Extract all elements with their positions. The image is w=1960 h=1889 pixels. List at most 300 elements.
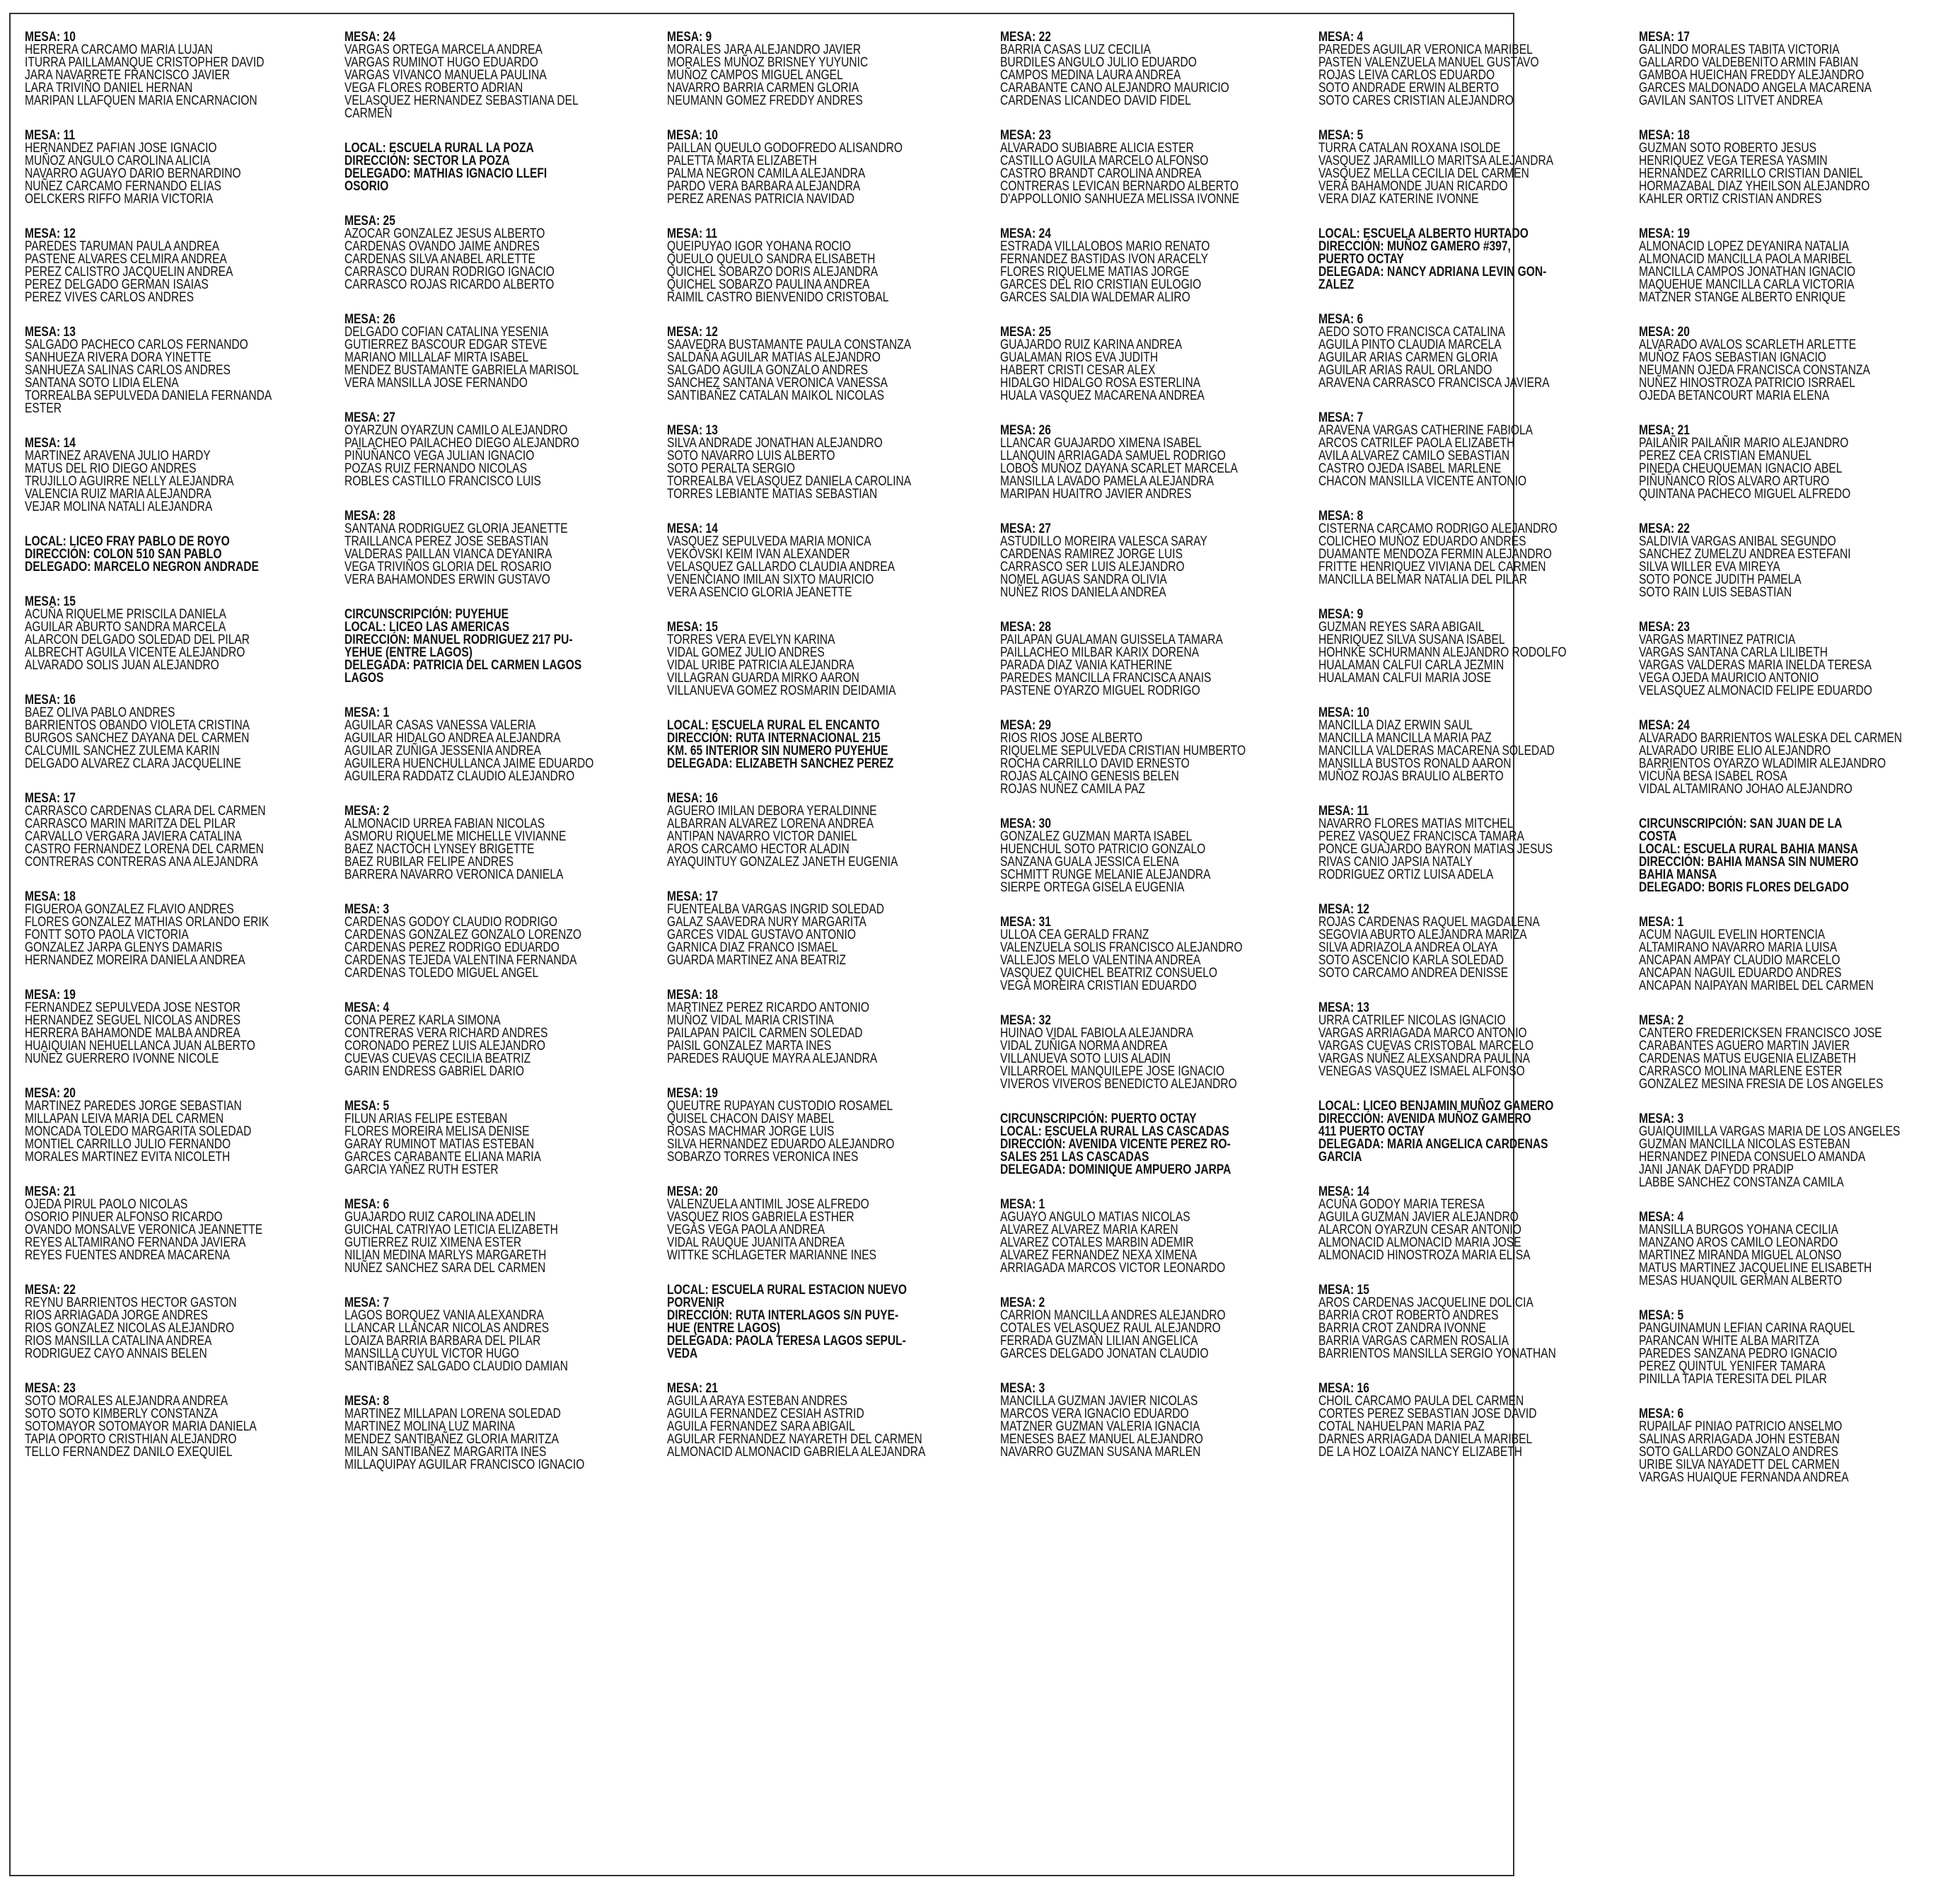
location-detail: DELEGADO: MARCELO NEGRON ANDRADE xyxy=(25,560,259,574)
voter-name: HUALA VASQUEZ MACARENA ANDREA xyxy=(1000,388,1205,403)
location-block xyxy=(1000,1113,1299,1177)
mesa-block xyxy=(667,1382,982,1459)
voter-name: MARTINEZ PEREZ RICARDO ANTONIO xyxy=(666,1000,869,1015)
location-heading: CIRCUNSCRIPCIÓN: SAN JUAN DE LA xyxy=(1639,816,1843,831)
mesa-block xyxy=(1000,31,1299,108)
voter-name: AROS CARDENAS JACQUELINE DOLICIA xyxy=(1318,1295,1533,1310)
mesa-heading: MESA: 6 xyxy=(1318,312,1363,327)
voter-name: CARMEN xyxy=(344,106,393,121)
mesa-block xyxy=(344,412,649,488)
mesa-block xyxy=(1318,903,1621,980)
voter-name: ARAVENA CARRASCO FRANCISCA JAVIERA xyxy=(1318,376,1550,391)
voter-name: ROJAS ALCAINO GENESIS BELEN xyxy=(1000,769,1180,784)
mesa-heading: MESA: 15 xyxy=(25,594,76,609)
mesa-heading: MESA: 22 xyxy=(1000,30,1052,45)
voter-name: TORRES VERA EVELYN KARINA xyxy=(666,632,835,647)
voter-name: CHOIL CARCAMO PAULA DEL CARMEN xyxy=(1318,1394,1524,1409)
voter-name: PAISIL GONZALEZ MARTA INES xyxy=(666,1039,831,1053)
mesa-block xyxy=(667,129,982,206)
location-detail: DELEGADA: NANCY ADRIANA LEVIN GON- xyxy=(1318,265,1546,279)
voter-name: ALVAREZ ALVAREZ MARIA KAREN xyxy=(1000,1223,1178,1237)
mesa-heading: MESA: 1 xyxy=(1639,915,1684,930)
voter-name: SOTO MORALES ALEJANDRA ANDREA xyxy=(25,1394,228,1409)
mesa-heading: MESA: 22 xyxy=(1639,521,1690,536)
voter-name: QUISEL CHACON DAISY MABEL xyxy=(666,1111,834,1126)
mesa-block xyxy=(25,228,326,304)
mesa-block xyxy=(1000,1198,1299,1275)
voter-name: URIBE SILVA NAYADETT DEL CARMEN xyxy=(1639,1457,1840,1472)
voter-name: AEDO SOTO FRANCISCA CATALINA xyxy=(1318,325,1505,340)
voter-name: PAREDES RAUQUE MAYRA ALEJANDRA xyxy=(666,1051,877,1066)
voter-name: AGUILERA RADDATZ CLAUDIO ALEJANDRO xyxy=(344,769,575,784)
voter-name: MILLAPAN LEIVA MARIA DEL CARMEN xyxy=(25,1111,224,1126)
voter-name: LABBE SANCHEZ CONSTANZA CAMILA xyxy=(1639,1175,1844,1190)
voter-name: CARDENAS PEREZ RODRIGO EDUARDO xyxy=(344,940,559,955)
voter-name: FRITTE HENRIQUEZ VIVIANA DEL CARMEN xyxy=(1318,560,1546,574)
voter-name: PAREDES TARUMAN PAULA ANDREA xyxy=(25,239,220,254)
voter-name: GUAJARDO RUIZ CAROLINA ADELIN xyxy=(344,1210,536,1225)
mesa-heading: MESA: 31 xyxy=(1000,915,1052,930)
voter-name: DELGADO ALVAREZ CLARA JACQUELINE xyxy=(25,756,241,771)
mesa-heading: MESA: 19 xyxy=(1639,226,1690,241)
mesa-block xyxy=(667,891,982,967)
location-detail: ZALEZ xyxy=(1318,277,1354,292)
voter-name: D'APPOLLONIO SANHUEZA MELISSA IVONNE xyxy=(1000,192,1240,207)
mesa-block xyxy=(344,215,649,291)
voter-name: SOTO CARCAMO ANDREA DENISSE xyxy=(1318,966,1508,981)
mesa-heading: MESA: 27 xyxy=(1000,521,1052,536)
mesa-heading: MESA: 9 xyxy=(666,30,712,45)
voter-name: BARRIENTOS OBANDO VIOLETA CRISTINA xyxy=(25,718,250,733)
voter-name: VENEGAS VASQUEZ ISMAEL ALFONSO xyxy=(1318,1064,1525,1079)
voter-name: BARRIA VARGAS CARMEN ROSALIA xyxy=(1318,1334,1509,1348)
voter-name: GARNICA DIAZ FRANCO ISMAEL xyxy=(666,940,838,955)
voter-name: PEREZ VASQUEZ FRANCISCA TAMARA xyxy=(1318,829,1524,844)
voter-name: AGUILAR ARIAS CARMEN GLORIA xyxy=(1318,350,1498,365)
voter-name: CARDENAS MATUS EUGENIA ELIZABETH xyxy=(1639,1051,1857,1066)
voter-name: GARIN ENDRESS GABRIEL DARIO xyxy=(344,1064,524,1079)
voter-name: MARIANO MILLALAF MIRTA ISABEL xyxy=(344,350,528,365)
location-detail: KM. 65 INTERIOR SIN NUMERO PUYEHUE xyxy=(666,744,888,758)
mesa-block xyxy=(25,326,326,415)
voter-name: PEREZ CALISTRO JACQUELIN ANDREA xyxy=(25,265,233,279)
mesa-heading: MESA: 21 xyxy=(1639,423,1690,438)
voter-name: PIÑUÑANCO RIOS ALVARO ARTURO xyxy=(1639,474,1830,489)
voter-name: GUZMAN REYES SARA ABIGAIL xyxy=(1318,620,1485,635)
voter-name: AVILA ALVAREZ CAMILO SEBASTIAN xyxy=(1318,449,1509,463)
voter-name: MATUS DEL RIO DIEGO ANDRES xyxy=(25,461,197,476)
mesa-block xyxy=(1000,1382,1299,1459)
voter-name: GARCES CARABANTE ELIANA MARIA xyxy=(344,1150,541,1165)
voter-name: GARCES DEL RIO CRISTIAN EULOGIO xyxy=(1000,277,1202,292)
location-heading: LOCAL: LICEO FRAY PABLO DE ROYO xyxy=(25,534,230,549)
voter-name: AGUILAR HIDALGO ANDREA ALEJANDRA xyxy=(344,731,561,746)
voter-name: SANZANA GUALA JESSICA ELENA xyxy=(1000,855,1180,870)
voter-name: PAILAPAN PAICIL CARMEN SOLEDAD xyxy=(666,1026,863,1041)
mesa-block xyxy=(1318,31,1621,108)
voter-name: SOTO ANDRADE ERWIN ALBERTO xyxy=(1318,81,1499,96)
location-detail: LOCAL: ESCUELA RURAL BAHIA MANSA xyxy=(1639,842,1859,857)
voter-name: SANTIBAÑEZ SALGADO CLAUDIO DAMIAN xyxy=(344,1359,568,1374)
mesa-heading: MESA: 21 xyxy=(25,1184,76,1199)
mesa-heading: MESA: 20 xyxy=(1639,325,1690,340)
location-block xyxy=(344,142,649,193)
location-detail: DIRECCIÓN: BAHIA MANSA SIN NUMERO xyxy=(1639,855,1859,870)
voter-name: REYNU BARRIENTOS HECTOR GASTON xyxy=(25,1295,237,1310)
location-detail: PORVENIR xyxy=(666,1295,724,1310)
voter-name: VERA BAHAMONDES ERWIN GUSTAVO xyxy=(344,572,550,587)
voter-name: ALARCON DELGADO SOLEDAD DEL PILAR xyxy=(25,632,250,647)
voter-name: CORTES PEREZ SEBASTIAN JOSE DAVID xyxy=(1318,1406,1537,1421)
mesa-block xyxy=(25,694,326,770)
voter-name: CARDENAS TEJEDA VALENTINA FERNANDA xyxy=(344,953,577,968)
voter-name: VIVEROS VIVEROS BENEDICTO ALEJANDRO xyxy=(1000,1077,1237,1092)
voter-name: CARRION MANCILLA ANDRES ALEJANDRO xyxy=(1000,1308,1226,1323)
voter-name: FERNANDEZ SEPULVEDA JOSE NESTOR xyxy=(25,1000,241,1015)
voter-name: TORREALBA SEPULVEDA DANIELA FERNANDA xyxy=(25,388,272,403)
mesa-heading: MESA: 24 xyxy=(1639,718,1690,733)
mesa-block xyxy=(1318,313,1621,390)
voter-name: VIDAL ALTAMIRANO JOHAO ALEJANDRO xyxy=(1639,782,1852,797)
location-detail: DIRECCIÓN: SECTOR LA POZA xyxy=(344,154,510,168)
voter-name: FLORES GONZALEZ MATHIAS ORLANDO ERIK xyxy=(25,915,269,930)
voter-name: AGUILA ARAYA ESTEBAN ANDRES xyxy=(666,1394,847,1409)
voter-name: BARRIA CROT ROBERTO ANDRES xyxy=(1318,1308,1499,1323)
voter-name: ALARCON OYARZUN CESAR ANTONIO xyxy=(1318,1223,1521,1237)
voter-name: MANSILLA BURGOS YOHANA CECILIA xyxy=(1639,1223,1839,1237)
mesa-block xyxy=(25,792,326,869)
mesa-heading: MESA: 28 xyxy=(344,509,395,524)
columns xyxy=(25,30,1903,1868)
voter-name: GUAJARDO RUIZ KARINA ANDREA xyxy=(1000,337,1183,352)
voter-name: VIDAL ZUÑIGA NORMA ANDREA xyxy=(1000,1039,1168,1053)
mesa-heading: MESA: 26 xyxy=(1000,423,1052,438)
voter-name: MARTINEZ MIRANDA MIGUEL ALONSO xyxy=(1639,1248,1842,1263)
voter-name: MANSILLA CUYUL VICTOR HUGO xyxy=(344,1346,519,1361)
voter-name: NUÑEZ SANCHEZ SARA DEL CARMEN xyxy=(344,1261,546,1276)
mesa-heading: MESA: 11 xyxy=(1318,804,1369,819)
voter-name: MANCILLA VALDERAS MACARENA SOLEDAD xyxy=(1318,744,1555,758)
voter-name: HERNANDEZ MOREIRA DANIELA ANDREA xyxy=(25,953,245,968)
voter-name: TELLO FERNANDEZ DANILO EXEQUIEL xyxy=(25,1445,233,1460)
voter-name: MESAS HUANQUIL GERMAN ALBERTO xyxy=(1639,1273,1843,1288)
voter-name: VILLAGRAN GUARDA MIRKO AARON xyxy=(666,671,859,686)
voter-name: VASQUEZ QUICHEL BEATRIZ CONSUELO xyxy=(1000,966,1218,981)
voter-name: TAPIA OPORTO CRISTHIAN ALEJANDRO xyxy=(25,1432,237,1447)
voter-name: PAREDES MANCILLA FRANCISCA ANAIS xyxy=(1000,671,1212,686)
voter-name: SILVA ADRIAZOLA ANDREA OLAYA xyxy=(1318,940,1497,955)
voter-name: ANCAPAN AMPAY CLAUDIO MARCELO xyxy=(1639,953,1840,968)
voter-name: FUENTEALBA VARGAS INGRID SOLEDAD xyxy=(666,902,884,917)
voter-name: ANCAPAN NAIPAYAN MARIBEL DEL CARMEN xyxy=(1639,978,1874,993)
voter-name: PINILLA TAPIA TERESITA DEL PILAR xyxy=(1639,1372,1827,1387)
location-detail: COSTA xyxy=(1639,829,1677,844)
mesa-block xyxy=(1639,31,1960,108)
voter-name: URRA CATRILEF NICOLAS IGNACIO xyxy=(1318,1013,1506,1028)
voter-name: VARGAS VIVANCO MANUELA PAULINA xyxy=(344,68,547,83)
voter-name: BARRIA CASAS LUZ CECILIA xyxy=(1000,42,1152,57)
voter-name: PAILACHEO PAILACHEO DIEGO ALEJANDRO xyxy=(344,436,579,451)
voter-name: MENDEZ BUSTAMANTE GABRIELA MARISOL xyxy=(344,363,579,378)
mesa-heading: MESA: 5 xyxy=(1318,128,1363,143)
mesa-heading: MESA: 22 xyxy=(25,1283,76,1298)
mesa-heading: MESA: 18 xyxy=(25,889,76,904)
location-detail: VEDA xyxy=(666,1346,697,1361)
voter-name: FERNANDEZ BASTIDAS IVON ARACELY xyxy=(1000,252,1209,267)
voter-name: MANCILLA MANCILLA MARIA PAZ xyxy=(1318,731,1492,746)
voter-name: SEGOVIA ABURTO ALEJANDRA MARIZA xyxy=(1318,928,1527,942)
voter-name: MARTINEZ PAREDES JORGE SEBASTIAN xyxy=(25,1099,242,1114)
mesa-heading: MESA: 2 xyxy=(344,804,390,819)
voter-name: ITURRA PAILLAMANQUE CRISTOPHER DAVID xyxy=(25,55,265,70)
voter-name: AGUILA FERNANDEZ CESIAH ASTRID xyxy=(666,1406,864,1421)
mesa-block xyxy=(344,903,649,980)
voter-name: CARRASCO MARIN MARITZA DEL PILAR xyxy=(25,816,236,831)
mesa-heading: MESA: 3 xyxy=(344,902,390,917)
mesa-block xyxy=(25,129,326,206)
voter-name: AZOCAR GONZALEZ JESUS ALBERTO xyxy=(344,226,545,241)
mesa-block xyxy=(667,989,982,1065)
mesa-block xyxy=(25,1186,326,1262)
voter-name: DE LA HOZ LOAIZA NANCY ELIZABETH xyxy=(1318,1445,1522,1460)
voter-name: GONZALEZ MESINA FRESIA DE LOS ANGELES xyxy=(1639,1077,1884,1092)
location-detail: LOCAL: LICEO LAS AMERICAS xyxy=(344,620,510,635)
voter-name: GALLARDO VALDEBENITO ARMIN FABIAN xyxy=(1639,55,1859,70)
voter-name: VEGA MOREIRA CRISTIAN EDUARDO xyxy=(1000,978,1198,993)
voter-name: CARDENAS RAMIREZ JORGE LUIS xyxy=(1000,547,1183,562)
mesa-heading: MESA: 18 xyxy=(666,988,718,1003)
location-heading: LOCAL: ESCUELA RURAL LA POZA xyxy=(344,141,534,156)
mesa-block xyxy=(344,707,649,783)
location-detail: DIRECCIÓN: RUTA INTERNACIONAL 215 xyxy=(666,731,881,746)
mesa-heading: MESA: 10 xyxy=(666,128,718,143)
voter-name: CARDENAS LICANDEO DAVID FIDEL xyxy=(1000,93,1192,108)
voter-name: ALVARADO BARRIENTOS WALESKA DEL CARMEN xyxy=(1639,731,1903,746)
mesa-heading: MESA: 1 xyxy=(344,705,390,720)
voter-name: MARTINEZ MILLAPAN LORENA SOLEDAD xyxy=(344,1406,561,1421)
mesa-block xyxy=(667,1087,982,1164)
voter-name: ALMONACID ALMONACID GABRIELA ALEJANDRA xyxy=(666,1445,925,1460)
mesa-block xyxy=(344,805,649,882)
voter-name: CASTRO BRANDT CAROLINA ANDREA xyxy=(1000,166,1202,181)
voter-name: HORMAZABAL DIAZ YHEILSON ALEJANDRO xyxy=(1639,179,1870,194)
location-heading: LOCAL: LICEO BENJAMIN MUÑOZ GAMERO xyxy=(1318,1099,1553,1114)
voter-name: VEGAS VEGA PAOLA ANDREA xyxy=(666,1223,825,1237)
voter-name: LLANQUIN ARRIAGADA SAMUEL RODRIGO xyxy=(1000,449,1227,463)
voter-name: GARCES SALDIA WALDEMAR ALIRO xyxy=(1000,290,1190,305)
voter-name: SALGADO PACHECO CARLOS FERNANDO xyxy=(25,337,248,352)
mesa-block xyxy=(344,31,649,120)
voter-name: BURGOS SANCHEZ DAYANA DEL CARMEN xyxy=(25,731,250,746)
voter-name: POZAS RUIZ FERNANDO NICOLAS xyxy=(344,461,527,476)
voter-name: PANGUINAMUN LEFIAN CARINA RAQUEL xyxy=(1639,1321,1855,1336)
voter-name: VEGA TRIVIÑOS GLORIA DEL ROSARIO xyxy=(344,560,552,574)
mesa-block xyxy=(1318,707,1621,783)
mesa-heading: MESA: 14 xyxy=(25,436,76,451)
mesa-block xyxy=(1318,805,1621,882)
voter-name: GARCES DELGADO JONATAN CLAUDIO xyxy=(1000,1346,1209,1361)
voter-name: GARCES MALDONADO ANGELA MACARENA xyxy=(1639,81,1872,96)
voter-name: MORALES MARTINEZ EVITA NICOLETH xyxy=(25,1150,231,1165)
voter-name: COTAL NAHUELPAN MARIA PAZ xyxy=(1318,1419,1485,1434)
voter-name: CONTRERAS LEVICAN BERNARDO ALBERTO xyxy=(1000,179,1239,194)
voter-name: REYES ALTAMIRANO FERNANDA JAVIERA xyxy=(25,1235,246,1250)
location-detail: DELEGADA: MARIA ANGELICA CARDENAS xyxy=(1318,1137,1548,1152)
location-detail: DIRECCIÓN: MUÑOZ GAMERO #397, xyxy=(1318,239,1511,254)
voter-name: MUÑOZ ANGULO CAROLINA ALICIA xyxy=(25,154,211,168)
voter-name: HERNANDEZ CARRILLO CRISTIAN DANIEL xyxy=(1639,166,1863,181)
voter-name: CARRASCO DURAN RODRIGO IGNACIO xyxy=(344,265,555,279)
column-4 xyxy=(1000,31,1299,1868)
voter-name: SANCHEZ ZUMELZU ANDREA ESTEFANI xyxy=(1639,547,1851,562)
voter-name: VEGA OJEDA MAURICIO ANTONIO xyxy=(1639,671,1819,686)
voter-name: NEUMANN GOMEZ FREDDY ANDRES xyxy=(666,93,863,108)
voter-name: SOTO ASCENCIO KARLA SOLEDAD xyxy=(1318,953,1504,968)
voter-name: CONA PEREZ KARLA SIMONA xyxy=(344,1013,501,1028)
voter-name: NAVARRO BARRIA CARMEN GLORIA xyxy=(666,81,859,96)
voter-name: SOTO PONCE JUDITH PAMELA xyxy=(1639,572,1802,587)
voter-name: AYAQUINTUY GONZALEZ JANETH EUGENIA xyxy=(666,855,898,870)
mesa-heading: MESA: 25 xyxy=(344,214,395,229)
voter-name: TRUJILLO AGUIRRE NELLY ALEJANDRA xyxy=(25,474,234,489)
location-detail: LAGOS xyxy=(344,671,384,686)
voter-name: VELASQUEZ GALLARDO CLAUDIA ANDREA xyxy=(666,560,895,574)
mesa-heading: MESA: 13 xyxy=(25,325,76,340)
mesa-block xyxy=(1318,1002,1621,1078)
voter-name: MARIPAN HUAITRO JAVIER ANDRES xyxy=(1000,487,1192,502)
voter-name: ULLOA CEA GERALD FRANZ xyxy=(1000,928,1149,942)
voter-name: GONZALEZ GUZMAN MARTA ISABEL xyxy=(1000,829,1193,844)
voter-name: ROBLES CASTILLO FRANCISCO LUIS xyxy=(344,474,541,489)
mesa-block xyxy=(344,1297,649,1373)
voter-name: ALVAREZ COTALES MARBIN ADEMIR xyxy=(1000,1235,1194,1250)
voter-name: VARGAS NUÑEZ ALEXSANDRA PAULINA xyxy=(1318,1051,1530,1066)
mesa-block xyxy=(1318,510,1621,587)
mesa-block xyxy=(25,1382,326,1459)
location-heading: CIRCUNSCRIPCIÓN: PUYEHUE xyxy=(344,607,509,622)
voter-name: CONTRERAS CONTRERAS ANA ALEJANDRA xyxy=(25,855,258,870)
mesa-block xyxy=(25,437,326,514)
voter-name: HIDALGO HIDALGO ROSA ESTERLINA xyxy=(1000,376,1201,391)
voter-name: PEREZ QUINTUL YENIFER TAMARA xyxy=(1639,1359,1826,1374)
location-block xyxy=(1639,818,1960,894)
mesa-block xyxy=(667,31,982,108)
mesa-block xyxy=(1639,523,1960,599)
voter-name: SALDIVIA VARGAS ANIBAL SEGUNDO xyxy=(1639,534,1836,549)
voter-name: GUTIERREZ BASCOUR EDGAR STEVE xyxy=(344,337,547,352)
mesa-heading: MESA: 17 xyxy=(666,889,718,904)
voter-name: OVANDO MONSALVE VERONICA JEANNETTE xyxy=(25,1223,263,1237)
voter-name: TRAILLANCA PEREZ JOSE SEBASTIAN xyxy=(344,534,549,549)
voter-name: FIGUEROA GONZALEZ FLAVIO ANDRES xyxy=(25,902,234,917)
mesa-heading: MESA: 2 xyxy=(1000,1295,1045,1310)
voter-name: ASMORU RIQUELME MICHELLE VIVIANNE xyxy=(344,829,567,844)
voter-name: ANTIPAN NAVARRO VICTOR DANIEL xyxy=(666,829,857,844)
voter-name: GUALAMAN RIOS EVA JUDITH xyxy=(1000,350,1159,365)
mesa-heading: MESA: 25 xyxy=(1000,325,1052,340)
voter-name: ALMONACID HINOSTROZA MARIA ELISA xyxy=(1318,1248,1531,1263)
mesa-block xyxy=(667,1186,982,1262)
mesa-block xyxy=(1318,1284,1621,1361)
voter-name: AGUILA PINTO CLAUDIA MARCELA xyxy=(1318,337,1502,352)
location-detail: GARCIA xyxy=(1318,1150,1362,1165)
voter-name: PASTEN VALENZUELA MANUEL GUSTAVO xyxy=(1318,55,1539,70)
voter-name: ALVARADO SOLIS JUAN ALEJANDRO xyxy=(25,658,219,673)
column-6 xyxy=(1639,31,1960,1868)
voter-name: HERNANDEZ PINEDA CONSUELO AMANDA xyxy=(1639,1150,1866,1165)
mesa-block xyxy=(25,31,326,108)
mesa-heading: MESA: 4 xyxy=(1318,30,1363,45)
voter-name: MANCILLA DIAZ ERWIN SAUL xyxy=(1318,718,1473,733)
mesa-heading: MESA: 1 xyxy=(1000,1197,1045,1212)
mesa-block xyxy=(667,424,982,501)
voter-name: MARTINEZ MOLINA LUZ MARINA xyxy=(344,1419,516,1434)
mesa-heading: MESA: 4 xyxy=(344,1000,390,1015)
mesa-block xyxy=(1639,621,1960,698)
voter-name: COLICHEO MUÑOZ EDUARDO ANDRES xyxy=(1318,534,1526,549)
voter-name: HUALAMAN CALFUI CARLA JEZMIN xyxy=(1318,658,1504,673)
voter-name: DELGADO COFIAN CATALINA YESENIA xyxy=(344,325,549,340)
voter-name: BURDILES ANGULO JULIO EDUARDO xyxy=(1000,55,1198,70)
mesa-heading: MESA: 16 xyxy=(1318,1381,1369,1396)
voter-name: CARDENAS SILVA ANABEL ARLETTE xyxy=(344,252,535,267)
voter-name: BARRIENTOS MANSILLA SERGIO YONATHAN xyxy=(1318,1346,1556,1361)
voter-name: VERA MANSILLA JOSE FERNANDO xyxy=(344,376,528,391)
voter-name: DARNES ARRIAGADA DANIELA MARIBEL xyxy=(1318,1432,1532,1447)
voter-name: SOTO RAIN LUIS SEBASTIAN xyxy=(1639,585,1792,600)
mesa-heading: MESA: 14 xyxy=(1318,1184,1369,1199)
voter-name: TURRA CATALAN ROXANA ISOLDE xyxy=(1318,141,1500,156)
mesa-block xyxy=(667,326,982,403)
voter-name: SOTO GALLARDO GONZALO ANDRES xyxy=(1639,1445,1839,1460)
voter-name: VILLARROEL MANQUILEPE JOSE IGNACIO xyxy=(1000,1064,1225,1079)
mesa-heading: MESA: 9 xyxy=(1318,607,1363,622)
mesa-heading: MESA: 19 xyxy=(25,988,76,1003)
mesa-heading: MESA: 8 xyxy=(1318,509,1363,524)
voter-name: VARGAS SANTANA CARLA LILIBETH xyxy=(1639,645,1828,660)
mesa-block xyxy=(1000,1297,1299,1361)
mesa-heading: MESA: 4 xyxy=(1639,1210,1684,1225)
voter-name: VERA DIAZ KATERINE IVONNE xyxy=(1318,192,1479,207)
mesa-heading: MESA: 6 xyxy=(344,1197,390,1212)
voter-name: NILIAN MEDINA MARLYS MARGARETH xyxy=(344,1248,547,1263)
voter-name: CARVALLO VERGARA JAVIERA CATALINA xyxy=(25,829,242,844)
mesa-block xyxy=(25,989,326,1065)
mesa-heading: MESA: 15 xyxy=(1318,1283,1369,1298)
voter-name: ALVARADO SUBIABRE ALICIA ESTER xyxy=(1000,141,1195,156)
voter-name: KAHLER ORTIZ CRISTIAN ANDRES xyxy=(1639,192,1822,207)
location-block xyxy=(25,536,326,574)
voter-name: AGUILERA HUENCHULLANCA JAIME EDUARDO xyxy=(344,756,594,771)
voter-name: RODRIGUEZ ORTIZ LUISA ADELA xyxy=(1318,867,1493,882)
voter-name: SILVA WILLER EVA MIREYA xyxy=(1639,560,1780,574)
voter-name: MUÑOZ FAOS SEBASTIAN IGNACIO xyxy=(1639,350,1827,365)
voter-name: ALTAMIRANO NAVARRO MARIA LUISA xyxy=(1639,940,1838,955)
voter-name: MILLAQUIPAY AGUILAR FRANCISCO IGNACIO xyxy=(344,1457,585,1472)
voter-name: NUÑEZ HINOSTROZA PATRICIO ISRRAEL xyxy=(1639,376,1855,391)
voter-name: SANCHEZ SANTANA VERONICA VANESSA xyxy=(666,376,888,391)
voter-name: QUEULO QUEULO SANDRA ELISABETH xyxy=(666,252,875,267)
location-detail: LOCAL: ESCUELA RURAL LAS CASCADAS xyxy=(1000,1124,1229,1139)
voter-name: PAILAPAN GUALAMAN GUISSELA TAMARA xyxy=(1000,632,1224,647)
voter-name: WITTKE SCHLAGETER MARIANNE INES xyxy=(666,1248,876,1263)
voter-name: RUPAILAF PINIAO PATRICIO ANSELMO xyxy=(1639,1419,1843,1434)
voter-name: VASQUEZ RIOS GABRIELA ESTHER xyxy=(666,1210,854,1225)
voter-name: GARAY RUMINOT MATIAS ESTEBAN xyxy=(344,1137,534,1152)
voter-name: RAIMIL CASTRO BIENVENIDO CRISTOBAL xyxy=(666,290,889,305)
mesa-heading: MESA: 5 xyxy=(344,1099,390,1114)
voter-name: VALDERAS PAILLAN VIANCA DEYANIRA xyxy=(344,547,552,562)
